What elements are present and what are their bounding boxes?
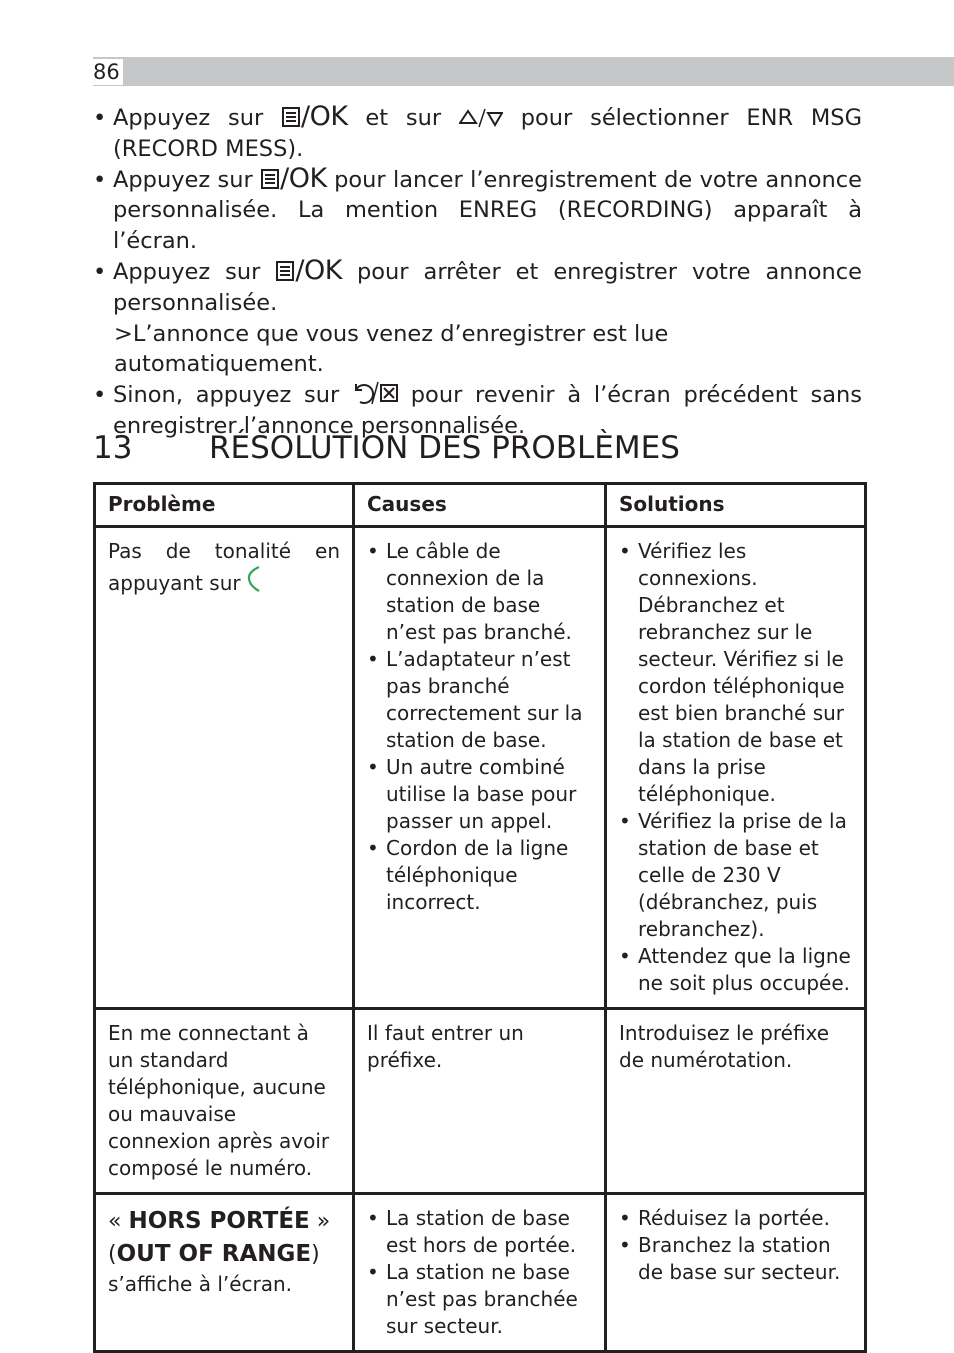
list-item: • L’adaptateur n’est pas branché correctement sur la station de base. — [367, 647, 583, 752]
list-item: • Vérifiez les connexions. Débranchez et rebranchez sur le secteur. Vérifiez si le cordon téléphonique est bien branché sur la station de base et dans la prise téléphonique. — [619, 539, 845, 806]
call-handset-icon — [247, 565, 261, 593]
table-row — [95, 1194, 866, 1352]
list-item: • La station ne base n’est pas branchée sur secteur. — [367, 1260, 578, 1338]
instruction-item: • Appuyez sur /OK et sur pour sélectionner ENR MSG (RECORD MESS). — [93, 101, 863, 162]
back-delete-icon — [352, 381, 398, 405]
ok-label: /OK — [301, 101, 348, 132]
table-row — [95, 1009, 866, 1194]
bullet: • — [93, 382, 107, 409]
section-title: RÉSOLUTION DES PROBLÈMES — [209, 430, 680, 466]
page-number: 86 — [93, 59, 123, 85]
list-item: • Réduisez la portée. — [619, 1206, 830, 1230]
problem-title: « HORS PORTÉE » (OUT OF RANGE) — [108, 1208, 331, 1267]
causes-list — [367, 1205, 592, 1340]
instruction-item: • Appuyez sur /OK pour lancer l’enregistrement de votre annonce personnalisée. La mention ENREG (RECORDING) apparaît à l’écran. — [93, 162, 862, 255]
problem-text: s’affiche à l’écran. — [108, 1272, 293, 1296]
column-header-problem: Problème — [95, 484, 354, 527]
list-item: • Branchez la station de base sur secteur. — [619, 1233, 841, 1284]
intro-instructions — [93, 103, 862, 442]
menu-ok-icon — [275, 260, 295, 282]
problem-cell — [95, 527, 354, 1009]
solutions-cell: Introduisez le préfixe de numérotation. — [606, 1009, 866, 1194]
ok-label: /OK — [280, 162, 327, 194]
problem-cell: En me connectant à un standard téléphonique, aucune ou mauvaise connexion après avoir composé le numéro. — [95, 1009, 354, 1194]
solutions-cell — [606, 527, 866, 1009]
list-item: • Vérifiez la prise de la station de base et celle de 230 V (débranchez, puis rebranchez). — [619, 809, 847, 941]
list-item: • Un autre combiné utilise la base pour passer un appel. — [367, 755, 577, 833]
bullet: • — [93, 105, 107, 131]
problem-cell — [95, 1194, 354, 1352]
causes-list — [367, 538, 592, 916]
ok-label: /OK — [295, 254, 342, 286]
page-header-bar — [93, 57, 954, 86]
instruction-item: • Sinon, appuyez sur pour revenir à l’écran précédent sans enregistrer l’annonce personnalisée. — [93, 382, 863, 439]
solutions-cell — [606, 1194, 866, 1352]
bullet: • — [93, 258, 107, 285]
solutions-list — [619, 538, 852, 997]
causes-cell — [354, 527, 606, 1009]
column-header-causes: Causes — [354, 484, 606, 527]
section-heading — [93, 428, 873, 468]
solutions-list — [619, 1205, 852, 1286]
section-number: 13 — [93, 430, 133, 466]
menu-ok-icon — [260, 168, 280, 190]
instruction-item: • Appuyez sur /OK pour arrêter et enregistrer votre annonce personnalisée. — [93, 254, 863, 316]
causes-cell — [354, 1194, 606, 1352]
causes-cell: Il faut entrer un préfixe. — [354, 1009, 606, 1194]
menu-ok-icon — [281, 106, 301, 128]
table-header-row — [95, 484, 866, 527]
up-down-arrows-icon — [459, 108, 503, 128]
table-row — [95, 527, 866, 1009]
problem-text: Pas de tonalité en appuyant sur — [108, 539, 340, 595]
bullet: • — [93, 166, 107, 193]
column-header-solutions: Solutions — [606, 484, 866, 527]
troubleshooting-table — [93, 482, 867, 1353]
list-item: • La station de base est hors de portée. — [367, 1206, 577, 1257]
list-item: • Attendez que la ligne ne soit plus occupée. — [619, 944, 851, 995]
list-item: • Le câble de connexion de la station de base n’est pas branché. — [367, 539, 572, 644]
list-item: • Cordon de la ligne téléphonique incorrect. — [367, 836, 569, 914]
result-note: >L’annonce que vous venez d’enregistrer est lue automatiquement. — [114, 320, 669, 378]
